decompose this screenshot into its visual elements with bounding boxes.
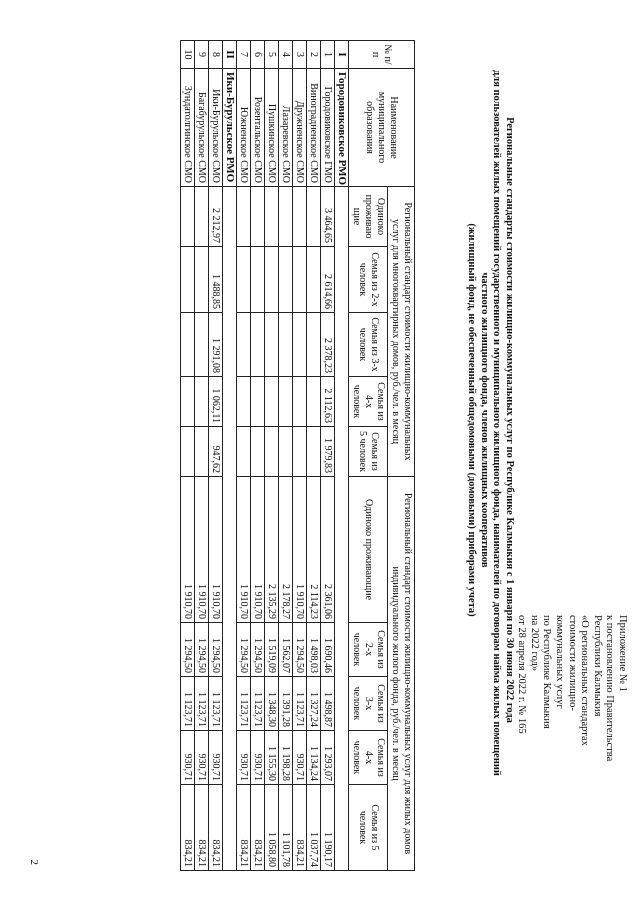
mkd-value bbox=[293, 313, 307, 377]
ind-value: 1 037,74 bbox=[307, 785, 321, 871]
mkd-value bbox=[237, 187, 251, 247]
ind-value: 1 123,71 bbox=[251, 677, 265, 731]
header-mkd-col: Одиноко проживаю щие bbox=[349, 187, 388, 247]
group-name: Ики-Бурульское РМО bbox=[223, 69, 237, 187]
mkd-value bbox=[279, 377, 293, 427]
table-row bbox=[181, 41, 195, 871]
mkd-value bbox=[181, 427, 195, 477]
ind-value: 1 562,07 bbox=[279, 623, 293, 677]
ind-value: 1 123,71 bbox=[237, 677, 251, 731]
row-number: 1 bbox=[321, 41, 335, 69]
appendix-line: по Республике Калмыкия bbox=[541, 615, 553, 729]
ind-value: 1 058,80 bbox=[265, 785, 279, 871]
document-title bbox=[465, 70, 515, 776]
row-number: 3 bbox=[293, 41, 307, 69]
header-mkd-col: Семья из 2-х человек bbox=[349, 247, 388, 313]
ind-value: 834,21 bbox=[181, 785, 195, 871]
ind-value: 1 294,50 bbox=[195, 623, 209, 677]
mkd-value bbox=[293, 377, 307, 427]
group-filler bbox=[335, 187, 349, 871]
mkd-value: 2 212,97 bbox=[209, 187, 223, 247]
table-row bbox=[265, 41, 279, 871]
row-number: 5 bbox=[265, 41, 279, 69]
mkd-value bbox=[279, 313, 293, 377]
mkd-value bbox=[195, 377, 209, 427]
ind-value: 930,71 bbox=[251, 731, 265, 785]
mkd-value bbox=[293, 247, 307, 313]
ind-value: 1 910,70 bbox=[251, 477, 265, 623]
appendix-line: коммунальных услуг bbox=[554, 615, 566, 709]
ind-value: 1 134,24 bbox=[307, 731, 321, 785]
title-line: (жилищный фонд, не обеспеченный общедомовыми (домовыми) приборами учета) bbox=[466, 223, 478, 617]
group-id: I bbox=[335, 41, 349, 69]
mkd-value bbox=[195, 313, 209, 377]
mkd-value bbox=[279, 427, 293, 477]
header-ind-col: Одиноко проживающие bbox=[349, 477, 388, 623]
ind-value: 1 498,87 bbox=[321, 677, 335, 731]
mkd-value bbox=[265, 187, 279, 247]
ind-value: 1 123,71 bbox=[209, 677, 223, 731]
mkd-value bbox=[181, 313, 195, 377]
mkd-value: 1 291,08 bbox=[209, 313, 223, 377]
row-number: 10 bbox=[181, 41, 195, 69]
appendix-line: на 2022 год» bbox=[528, 615, 540, 672]
table-row bbox=[209, 41, 223, 871]
mkd-value bbox=[307, 187, 321, 247]
ind-value: 1 155,30 bbox=[265, 731, 279, 785]
ind-value: 1 294,50 bbox=[209, 623, 223, 677]
municipality-name: Дружненское СМО bbox=[293, 69, 307, 187]
mkd-value bbox=[237, 427, 251, 477]
ind-value: 1 910,70 bbox=[293, 477, 307, 623]
header-mkd-group: Региональный стандарт стоимости жилищно-коммунальных услуг для многоквартирных домов, руб./чел. в месяц bbox=[388, 187, 415, 477]
row-number: 9 bbox=[195, 41, 209, 69]
ind-value: 930,71 bbox=[237, 731, 251, 785]
appendix-note bbox=[515, 615, 628, 845]
municipality-name: Городовиковское ГМО bbox=[321, 69, 335, 187]
ind-value: 930,71 bbox=[195, 731, 209, 785]
row-number: 6 bbox=[251, 41, 265, 69]
mkd-value bbox=[265, 427, 279, 477]
ind-value: 1 348,30 bbox=[265, 677, 279, 731]
ind-value: 2 135,29 bbox=[265, 477, 279, 623]
ind-value: 2 178,27 bbox=[279, 477, 293, 623]
ind-value: 1 327,24 bbox=[307, 677, 321, 731]
ind-value: 834,21 bbox=[251, 785, 265, 871]
ind-value: 2 114,23 bbox=[307, 477, 321, 623]
ind-value: 1 391,28 bbox=[279, 677, 293, 731]
mkd-value: 1 488,85 bbox=[209, 247, 223, 313]
mkd-value bbox=[279, 187, 293, 247]
mkd-value bbox=[251, 313, 265, 377]
mkd-value bbox=[195, 427, 209, 477]
ind-value: 2 361,06 bbox=[321, 477, 335, 623]
ind-value: 1 123,71 bbox=[195, 677, 209, 731]
ind-value: 1 101,78 bbox=[279, 785, 293, 871]
mkd-value bbox=[195, 247, 209, 313]
ind-value: 1 294,50 bbox=[293, 623, 307, 677]
appendix-line: Приложение № 1 bbox=[617, 615, 628, 692]
ind-value: 1 123,71 bbox=[181, 677, 195, 731]
appendix-line: Республики Калмыкия bbox=[591, 615, 603, 717]
standards-table bbox=[180, 40, 415, 871]
mkd-value bbox=[251, 377, 265, 427]
table-row bbox=[195, 41, 209, 871]
ind-value: 834,21 bbox=[293, 785, 307, 871]
ind-value: 1 910,70 bbox=[237, 477, 251, 623]
mkd-value: 947,62 bbox=[209, 427, 223, 477]
ind-value: 834,21 bbox=[209, 785, 223, 871]
header-ind-group: Региональный стандарт стоимости жилищно-коммунальных услуг для жилых домов индивидуального жилого фонда, руб./чел. в месяц bbox=[388, 477, 415, 871]
header-num: № п/п bbox=[349, 41, 415, 69]
ind-value: 1 519,09 bbox=[265, 623, 279, 677]
municipality-name: Розентальское СМО bbox=[251, 69, 265, 187]
ind-value: 930,71 bbox=[293, 731, 307, 785]
table-row bbox=[237, 41, 251, 871]
mkd-value bbox=[293, 427, 307, 477]
municipality-name: Виноградненское СМО bbox=[307, 69, 321, 187]
group-id: II bbox=[223, 41, 237, 69]
ind-value: 1 190,17 bbox=[321, 785, 335, 871]
municipality-name: Южненское СМО bbox=[237, 69, 251, 187]
ind-value: 834,21 bbox=[195, 785, 209, 871]
table-row bbox=[307, 41, 321, 871]
municipality-name: Багабурульское СМО bbox=[195, 69, 209, 187]
mkd-value bbox=[265, 313, 279, 377]
group-row bbox=[335, 41, 349, 871]
mkd-value bbox=[293, 187, 307, 247]
ind-value: 1 198,28 bbox=[279, 731, 293, 785]
ind-value: 1 690,46 bbox=[321, 623, 335, 677]
title-line: частного жилищного фонда, членов жилищных кооперативов bbox=[479, 272, 490, 568]
mkd-value bbox=[307, 427, 321, 477]
mkd-value: 2 378,23 bbox=[321, 313, 335, 377]
ind-value: 1 910,70 bbox=[195, 477, 209, 623]
mkd-value bbox=[265, 247, 279, 313]
ind-value: 1 910,70 bbox=[209, 477, 223, 623]
mkd-value bbox=[237, 313, 251, 377]
group-filler bbox=[223, 187, 237, 871]
ind-value: 834,21 bbox=[237, 785, 251, 871]
mkd-value: 2 112,63 bbox=[321, 377, 335, 427]
header-ind-col: Семья из 2-х человек bbox=[349, 623, 388, 677]
mkd-value bbox=[307, 377, 321, 427]
mkd-value: 1 062,11 bbox=[209, 377, 223, 427]
mkd-value: 1 979,83 bbox=[321, 427, 335, 477]
title-line: для пользователей жилых помещений государственного и муниципального жилищного фонда, нанимателей по договорам найма жилых помещений bbox=[491, 70, 503, 776]
mkd-value bbox=[307, 247, 321, 313]
header-mkd-col: Семья из 4-х человек bbox=[349, 377, 388, 427]
municipality-name: Лазаревское СМО bbox=[279, 69, 293, 187]
header-mkd-col: Семья из 3-х человек bbox=[349, 313, 388, 377]
ind-value: 1 910,70 bbox=[181, 477, 195, 623]
ind-value: 930,71 bbox=[209, 731, 223, 785]
appendix-line: к постановлению Правительства bbox=[604, 615, 616, 762]
ind-value: 1 498,03 bbox=[307, 623, 321, 677]
mkd-value bbox=[251, 187, 265, 247]
header-ind-col: Семья из 4-х человек bbox=[349, 731, 388, 785]
header-mkd-col: Семья из 5 человек bbox=[349, 427, 388, 477]
mkd-value bbox=[265, 377, 279, 427]
ind-value: 1 293,07 bbox=[321, 731, 335, 785]
row-number: 7 bbox=[237, 41, 251, 69]
group-row bbox=[223, 41, 237, 871]
group-name: Городовиковское РМО bbox=[335, 69, 349, 187]
ind-value: 1 294,50 bbox=[181, 623, 195, 677]
mkd-value bbox=[237, 377, 251, 427]
title-line: Региональные стандарты стоимости жилищно-коммунальных услуг по Республике Калмыкия с 1 января по 30 июня 2022 года bbox=[504, 117, 515, 723]
ind-value: 1 123,71 bbox=[293, 677, 307, 731]
municipality-name: Зундатолгинское СМО bbox=[181, 69, 195, 187]
header-ind-col: Семья из 5 человек bbox=[349, 785, 388, 871]
municipality-name: Ики-Бурульское СМО bbox=[209, 69, 223, 187]
mkd-value bbox=[195, 187, 209, 247]
ind-value: 1 294,50 bbox=[237, 623, 251, 677]
table-row bbox=[321, 41, 335, 871]
row-number: 4 bbox=[279, 41, 293, 69]
table-body bbox=[181, 41, 349, 871]
table-row bbox=[251, 41, 265, 871]
header-ind-col: Семья из 3-х человек bbox=[349, 677, 388, 731]
header-name: Наименование муниципального образования bbox=[349, 69, 415, 187]
mkd-value bbox=[181, 377, 195, 427]
mkd-value bbox=[307, 313, 321, 377]
mkd-value bbox=[181, 187, 195, 247]
mkd-value bbox=[251, 427, 265, 477]
table-row bbox=[279, 41, 293, 871]
mkd-value: 2 614,66 bbox=[321, 247, 335, 313]
appendix-line: «О региональных стандартах bbox=[579, 615, 591, 746]
row-number: 8 bbox=[209, 41, 223, 69]
ind-value: 930,71 bbox=[181, 731, 195, 785]
mkd-value bbox=[279, 247, 293, 313]
mkd-value: 3 464,65 bbox=[321, 187, 335, 247]
page-number: 2 bbox=[28, 859, 40, 865]
appendix-line: от 28 апреля 2022 г. № 165 bbox=[516, 615, 528, 734]
ind-value: 1 294,50 bbox=[251, 623, 265, 677]
appendix-line: стоимости жилищно- bbox=[566, 615, 578, 711]
municipality-name: Пушкинское СМО bbox=[265, 69, 279, 187]
mkd-value bbox=[251, 247, 265, 313]
mkd-value bbox=[237, 247, 251, 313]
row-number: 2 bbox=[307, 41, 321, 69]
mkd-value bbox=[181, 247, 195, 313]
table-row bbox=[293, 41, 307, 871]
